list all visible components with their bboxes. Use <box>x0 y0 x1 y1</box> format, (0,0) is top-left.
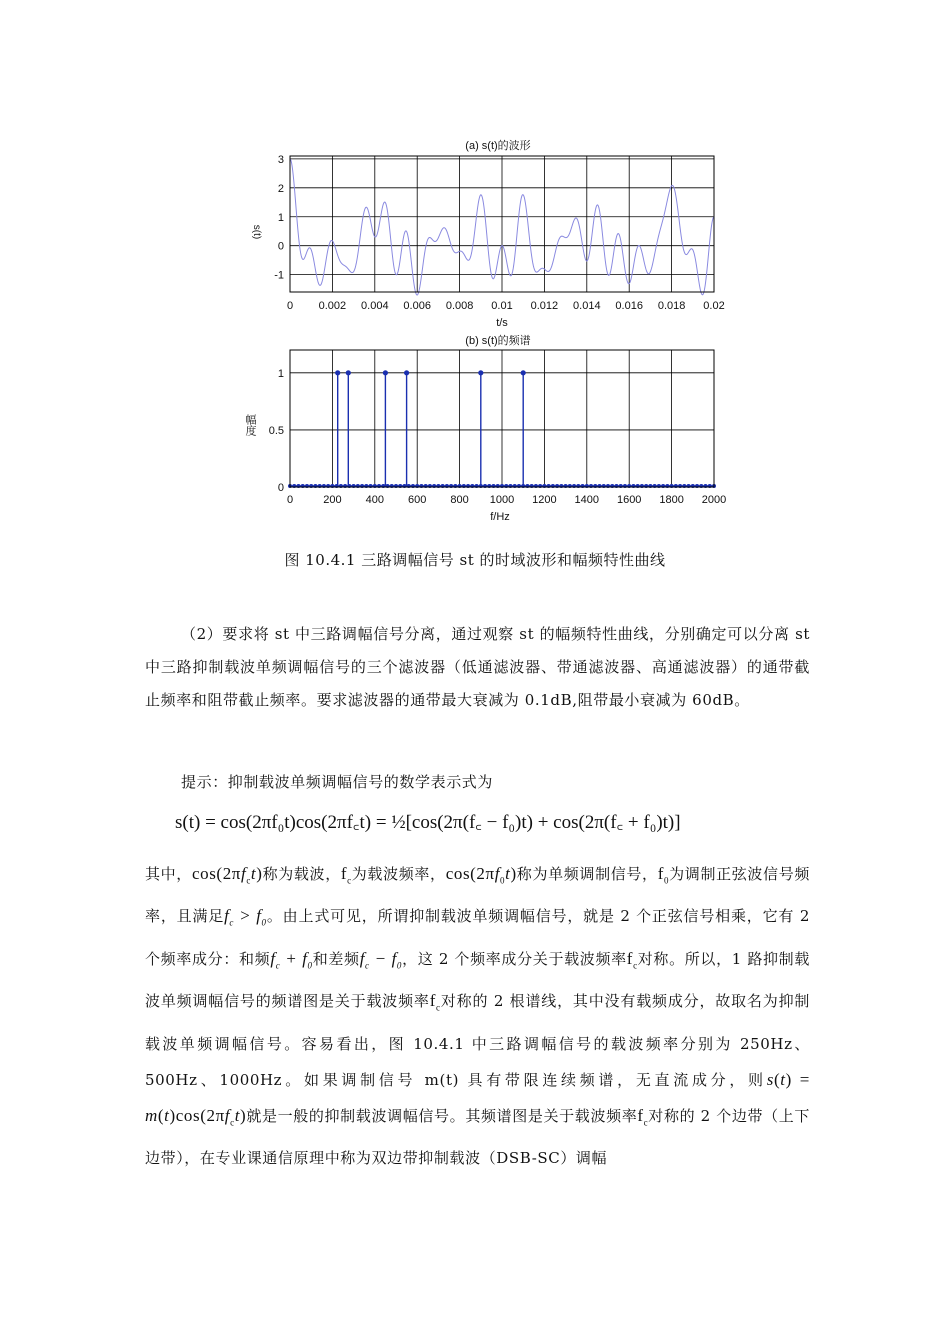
text-segment: 其中， <box>145 865 192 883</box>
waveform-title: (a) s(t)的波形 <box>465 140 531 152</box>
x-tick-label: 1400 <box>574 494 600 506</box>
spectrum-chart <box>240 330 740 530</box>
x-tick-label: 1600 <box>616 494 642 506</box>
x-tick-label: 0.016 <box>615 300 643 312</box>
y-tick-label: 0 <box>277 240 284 253</box>
spectrum-stem-head <box>478 370 483 375</box>
waveform-xlabel: t/s <box>496 317 508 329</box>
x-tick-label: 0.014 <box>573 300 601 312</box>
x-tick-label: 0.02 <box>703 300 725 312</box>
spectrum-stem-head <box>383 370 388 375</box>
x-tick-label: 800 <box>450 494 469 506</box>
text-segment: 为载波频率， <box>351 865 446 883</box>
y-tick-label: -1 <box>274 269 284 282</box>
y-tick-label: 1 <box>277 367 284 380</box>
text-segment: 对称的 2 个边带（上下边带），在专业课通信原理中称为双边带抑制载波（DSB-SC）调幅 <box>145 1106 811 1167</box>
modulation-formula: s(t) = cos(2πf₀t)cos(2πf꜀t) = ½[cos(2π(f꜀ − f₀)t) + cos(2π(f꜀ + f₀)t)] <box>175 812 681 833</box>
x-tick-label: 0.01 <box>491 300 513 312</box>
spectrum-ylabel: 幅度 <box>244 414 256 436</box>
text-segment: 称为单频调制信号， <box>516 865 658 883</box>
spectrum-stem-head <box>346 370 351 375</box>
x-tick-label: 0.012 <box>530 300 559 312</box>
sum-freq-expr: $f_c + f_0$ <box>270 948 313 971</box>
fc-symbol: $f_c$ <box>340 864 352 886</box>
waveform-chart <box>240 138 740 338</box>
fc-symbol: $f_c$ <box>626 948 638 971</box>
paragraph-explanation <box>145 856 810 1176</box>
x-tick-label: 1000 <box>489 494 515 506</box>
figure-caption: 图 10.4.1 三路调幅信号 st 的时域波形和幅频特性曲线 <box>284 551 666 569</box>
spectrum-title: (b) s(t)的频谱 <box>465 335 531 347</box>
x-tick-label: 1800 <box>659 494 684 506</box>
text-segment: 对称。所以，1 路抑制载波单频调幅信号的频谱图是关于载波频率 <box>145 949 810 1011</box>
x-tick-label: 0.006 <box>403 300 431 312</box>
waveform-ylabel: s(t) <box>251 224 262 240</box>
x-tick-label: 400 <box>365 494 384 506</box>
y-tick-label: 2 <box>277 182 284 195</box>
text-segment: 称为载波， <box>262 865 341 883</box>
x-tick-label: 1200 <box>532 494 557 506</box>
waveform-tick-labels <box>274 154 724 312</box>
spectrum-stem-head <box>404 370 409 375</box>
paragraph-hint: 提示：抑制载波单频调幅信号的数学表示式为 <box>181 773 494 791</box>
modulating-expr: $\cos(2\pi f_0t)$ <box>445 864 517 886</box>
dsb-expr: $s(t) = m(t)\cos(2\pi f_ct)$ <box>145 1069 810 1127</box>
x-tick-label: 0.018 <box>657 300 686 312</box>
x-tick-label: 2000 <box>701 494 727 506</box>
text-segment: 就是一般的抑制载波调幅信号。其频谱图是关于载波频率 <box>246 1106 638 1125</box>
paragraph-requirement: （2）要求将 st 中三路调幅信号分离，通过观察 st 的幅频特性曲线，分别确定可以分离 st 中三路抑制载波单频调幅信号的三个滤波器（低通滤波器、带通滤波器、高通滤波器）的通带截止频率和阻带截止频率。要求滤波器的通带最大衰减为 0.1dB,阻带最小衰减为 60dB。 <box>145 625 810 709</box>
spectrum-stem-head <box>335 370 340 375</box>
diff-freq-expr: $f_c - f_0$ <box>359 948 402 971</box>
y-tick-label: 1 <box>277 211 284 224</box>
condition-expr: $f_c > f_0$ <box>224 906 267 928</box>
x-tick-label: 600 <box>408 494 427 506</box>
x-tick-label: 0 <box>286 494 294 506</box>
text-segment: 和差频 <box>312 949 360 968</box>
spectrum-grid <box>290 350 714 487</box>
x-tick-label: 200 <box>323 494 342 506</box>
carrier-expr: $\cos(2\pi f_ct)$ <box>191 864 263 886</box>
y-tick-label: 3 <box>277 153 284 166</box>
y-tick-label: 0.5 <box>268 424 284 437</box>
x-tick-label: 0 <box>286 300 294 312</box>
f0-symbol: $f_0$ <box>657 864 670 886</box>
text-segment: ，这 2 个频率成分关于载波频率 <box>402 949 627 968</box>
x-tick-label: 0.004 <box>361 300 389 312</box>
fc-symbol: $f_c$ <box>637 1105 649 1127</box>
x-tick-label: 0.002 <box>318 300 347 312</box>
text-segment: 为调制正弦波信号频率，且满足 <box>145 865 810 926</box>
text-segment: 对称的 2 根谱线，其中没有载频成分，故取名为抑制载波单频调幅信号。容易看出，图 10.4.1 中三路调幅信号的载波频率分别为 250Hz、500Hz、1000Hz。如果调制信号 m(t) 具有带限连续频谱，无直流成分，则 <box>145 992 810 1089</box>
fc-symbol: $f_c$ <box>429 991 441 1013</box>
y-tick-label: 0 <box>277 482 284 494</box>
text-segment: 。由上式可见，所谓抑制载波单频调幅信号，就是 2 个正弦信号相乘，它有 2 个频率成分：和频 <box>145 907 810 968</box>
spectrum-stem-head <box>521 370 526 375</box>
x-tick-label: 0.008 <box>445 300 474 312</box>
spectrum-xlabel: f/Hz <box>490 511 510 523</box>
